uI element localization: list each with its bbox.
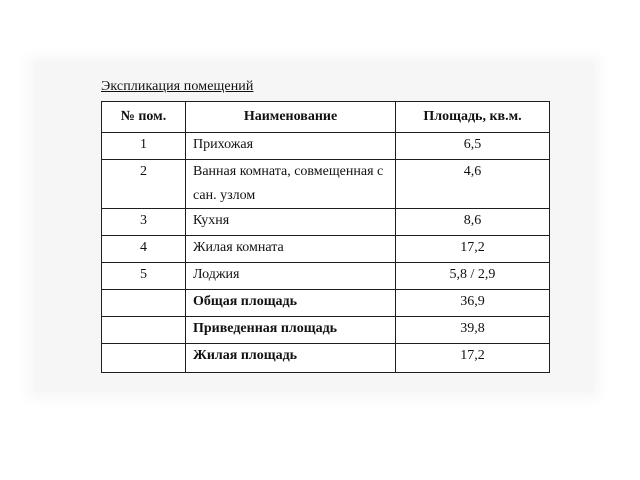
total-area-cell: 39,8	[396, 317, 550, 344]
table-row	[102, 160, 550, 209]
room-number-cell: 5	[102, 263, 186, 290]
total-area-cell: 36,9	[396, 290, 550, 317]
total-label-cell: Приведенная площадь	[186, 317, 396, 344]
room-number-cell: 2	[102, 160, 186, 209]
room-number-cell	[102, 317, 186, 344]
header-area: Площадь, кв.м.	[396, 102, 550, 133]
total-row	[102, 290, 550, 317]
total-label-cell: Жилая площадь	[186, 344, 396, 373]
room-area-cell: 8,6	[396, 209, 550, 236]
table-row	[102, 209, 550, 236]
total-row	[102, 344, 550, 373]
room-number-cell	[102, 290, 186, 317]
room-name-cell: Ванная комната, совмещенная с сан. узлом	[186, 160, 396, 209]
header-room-number: № пом.	[102, 102, 186, 133]
total-row	[102, 317, 550, 344]
room-name-cell: Кухня	[186, 209, 396, 236]
table-row	[102, 236, 550, 263]
table-row	[102, 133, 550, 160]
header-room-name: Наименование	[186, 102, 396, 133]
total-area-cell: 17,2	[396, 344, 550, 373]
room-area-cell: 6,5	[396, 133, 550, 160]
table-row	[102, 263, 550, 290]
table-header-row	[102, 102, 550, 133]
room-number-cell: 4	[102, 236, 186, 263]
rooms-table	[101, 101, 550, 373]
room-number-cell	[102, 344, 186, 373]
room-number-cell: 1	[102, 133, 186, 160]
room-number-cell: 3	[102, 209, 186, 236]
room-area-cell: 4,6	[396, 160, 550, 209]
room-name-cell: Прихожая	[186, 133, 396, 160]
room-name-cell: Лоджия	[186, 263, 396, 290]
table-caption: Экспликация помещений	[101, 79, 254, 94]
room-name-cell: Жилая комната	[186, 236, 396, 263]
room-area-cell: 5,8 / 2,9	[396, 263, 550, 290]
room-area-cell: 17,2	[396, 236, 550, 263]
total-label-cell: Общая площадь	[186, 290, 396, 317]
